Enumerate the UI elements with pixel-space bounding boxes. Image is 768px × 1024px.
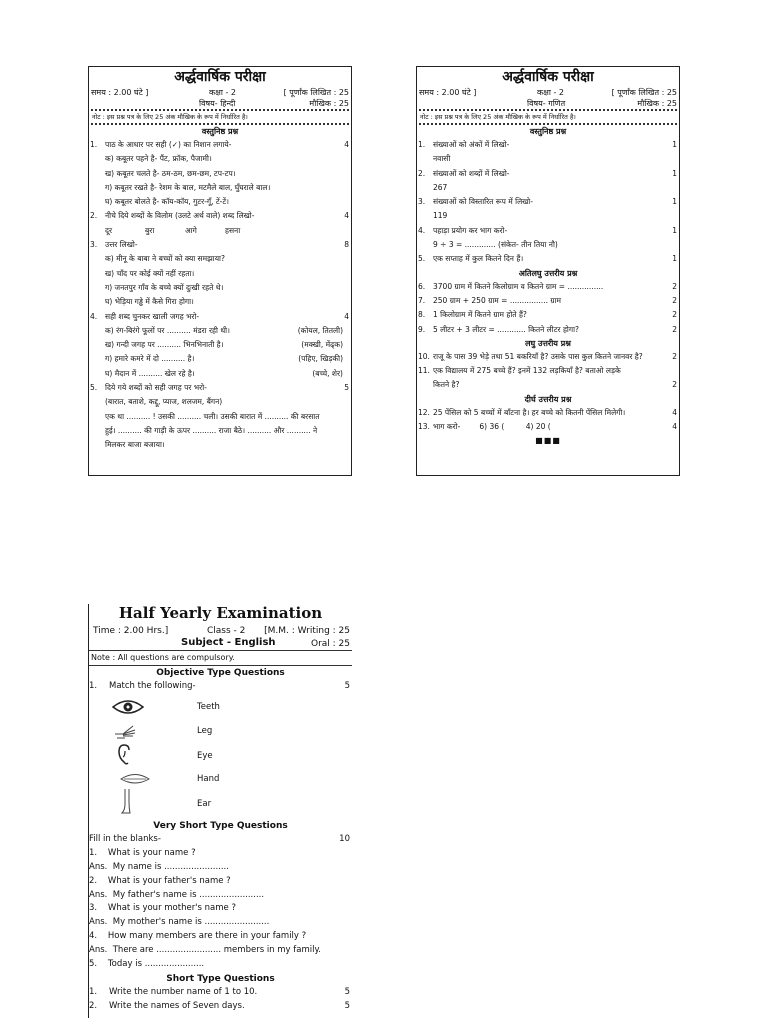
antonym-words: दूर बुरा आगे हसना: [105, 225, 241, 235]
passage-line: एक था .......... ! उसकी .......... चली। उसकी बारात में .......... की बरसात: [105, 411, 320, 421]
paper-title: Half Yearly Examination: [118, 604, 323, 622]
match-word: Teeth: [197, 701, 220, 712]
match-word: Ear: [197, 798, 212, 809]
class-label: कक्षा - 2: [537, 88, 565, 97]
section-heading: दीर्घ उत्तरीय प्रश्न: [524, 394, 572, 404]
subject-label: विषय- गणित: [527, 99, 566, 108]
oral-marks-label: मौखिक : 25: [309, 99, 349, 108]
fill-line: ग) हमारे कमरे में दो .......... है। (पहिए, खिड़की): [105, 354, 343, 364]
time-label: Time : 2.00 Hrs.]: [93, 626, 169, 636]
question-5: 5. दिये गये शब्दों को सही जगह पर भरो- 5: [90, 383, 349, 393]
option-line: ग) जनतपुर गाँव के बच्चे क्यों दुःखी रहते थे।: [105, 282, 224, 292]
end-mark: ■■■: [535, 436, 561, 446]
option-line: ख) कबूतर चलते है- ठम-ठम, छम-छम, टप-टप।: [105, 168, 236, 178]
qa-line: 3. What is your mother's name ?: [89, 903, 236, 914]
oral-marks-label: Oral : 25: [310, 639, 350, 649]
match-word: Eye: [197, 750, 213, 761]
question-10: 10. राजू के पास 39 भेड़े तथा 51 बकरियाँ है? उसके पास कुल कितने जानवर है? 2: [418, 351, 677, 361]
maths-question-paper: [416, 66, 680, 476]
match-the-following: [89, 694, 352, 819]
qa-line: Ans. There are ........................ members in my family.: [89, 945, 322, 956]
question-7: 7. 250 ग्राम + 250 ग्राम = ................ ग्राम 2: [418, 295, 677, 305]
section-heading: लघु उत्तरीय प्रश्न: [525, 338, 571, 348]
question-11: 11. एक विद्यालय में 275 बच्चे हैं? इनमें 132 लड़कियाँ है? बताओ लड़के: [418, 366, 621, 376]
paper-title: अर्द्धवार्षिक परीक्षा: [502, 69, 594, 85]
written-marks-label: [ पूर्णांक लिखित : 25: [283, 88, 349, 97]
hindi-question-paper: [88, 66, 352, 476]
question-3: 3. उत्तर लिखो- 8: [90, 240, 349, 250]
time-label: समय : 2.00 घंटे ]: [91, 88, 149, 97]
question-1: 1. पाठ के आधार पर सही (✓) का निशान लगाये- 4: [90, 140, 349, 149]
question-item: 267: [433, 182, 448, 192]
written-marks-label: [ पूर्णांक लिखित : 25: [611, 88, 677, 97]
subject-label: विषय- हिन्दी: [199, 99, 236, 108]
qa-line: 4. How many members are there in your family ?: [89, 931, 307, 942]
time-label: समय : 2.00 घंटे ]: [419, 88, 477, 97]
paper-header: [89, 622, 352, 650]
question-item: 119: [433, 211, 448, 221]
note: नोट : इस प्रश्न पत्र के लिए 25 अंक मौखिक के रूप में निर्धारित है।: [420, 113, 576, 121]
leg-icon: [119, 788, 135, 816]
match-word: Hand: [197, 773, 220, 784]
question-item: नवासी: [433, 154, 451, 164]
section-heading: वस्तुनिष्ठ प्रश्न: [201, 127, 239, 136]
fill-line: ख) गन्दी जगह पर .......... भिनभिनाती है। (मक्खी, मेंढ्क): [105, 340, 343, 350]
written-marks-label: [M.M. : Writing : 25: [264, 626, 350, 636]
question-9: 9. 5 लीटर + 3 लीटर = ............ कितने लीटर होगा? 2: [418, 324, 677, 334]
question-3: 3. संख्याओं को विस्तारित रूप में लिखो- 1: [418, 197, 677, 207]
passage-line: हुई। .......... की गाड़ी के ऊपर .......... राजा बैठे। .......... और .......... ने: [105, 425, 318, 435]
question-13: 13. भाग करो- 6) 36 ( 4) 20 ( 4: [418, 422, 677, 432]
passage-line: मिलकर बाजा बजाया।: [105, 440, 165, 450]
paper-header: [89, 85, 351, 109]
section-heading: Objective Type Questions: [156, 668, 285, 678]
mouth-icon: [119, 772, 151, 786]
option-line: घ) भेड़िया गड्ढे में कैसे गिरा होगा।: [105, 297, 194, 307]
question-6: 6. 3700 ग्राम में कितने किलोग्राम व कितने ग्राम = ............... 2: [418, 281, 677, 291]
word-bank: (बारात, बताशे, कद्दू, प्याज, शलजम, बैंगन): [105, 397, 223, 407]
question-8: 8. 1 किलोग्राम में कितने ग्राम होते हैं? 2: [418, 310, 677, 320]
note: नोट : इस प्रश्न पत्र के लिए 25 अंक मौखिक के रूप में निर्धारित है।: [92, 113, 248, 121]
class-label: Class - 2: [207, 626, 246, 636]
question-item: 9 ÷ 3 = ............. (संकेत- तीन तिया नौ): [433, 240, 558, 250]
qa-line: 1. What is your name ?: [89, 847, 196, 858]
short-question-1: 1. Write the number name of 1 to 10. 5: [89, 986, 350, 997]
paper-title: अर्द्धवार्षिक परीक्षा: [174, 69, 266, 85]
section-heading: वस्तुनिष्ठ प्रश्न: [529, 127, 567, 136]
class-label: कक्षा - 2: [209, 88, 237, 97]
oral-marks-label: मौखिक : 25: [637, 99, 677, 108]
paper-header: [417, 85, 679, 109]
fill-line: क) रंग-बिरंगे फूलों पर .......... मंडरा रही थी। (कोयल, तितली): [105, 325, 343, 335]
question-2: 2. नीचे दिये शब्दों के विलोम (उलटे अर्थ वाले) शब्द लिखो- 4: [90, 211, 349, 221]
qa-line: 5. Today is ......................: [89, 959, 205, 970]
match-word: Leg: [197, 725, 213, 736]
subject-label: Subject - English: [181, 637, 276, 648]
question-11-continued: कितने है? 2: [433, 380, 677, 390]
qa-line: 2. What is your father's name ?: [89, 875, 231, 886]
question-4: 4. सही शब्द चुनकर खाली जगह भरो- 4: [90, 311, 349, 321]
qa-line: Ans. My father's name is ........................: [89, 889, 265, 900]
question-1: 1. Match the following- 5: [89, 681, 350, 691]
fill-in-the-blanks: Fill in the blanks- 10: [89, 833, 350, 844]
question-12: 12. 25 पेंसिल को 5 बच्चों में बाँटना है। हर बच्चे को कितनी पेंसिल मिलेगी। 4: [418, 407, 677, 417]
option-line: घ) कबूतर बोलते है- कॉय-कॉय, गुटर-गूँ, टें-टें।: [105, 197, 230, 207]
english-question-paper: [88, 604, 352, 1018]
question-4: 4. पहाड़ा प्रयोग कर भाग करो- 1: [418, 225, 677, 235]
short-question-2: 2. Write the names of Seven days. 5: [89, 1000, 350, 1011]
option-line: क) मीनू के बाबा ने बच्चों को क्या समझाया?: [105, 254, 225, 264]
note: Note : All questions are compulsory.: [89, 650, 352, 666]
option-line: क) कबूतर पहने है- पैंट, फ्रॉक, पैजामी।: [105, 154, 212, 164]
question-1: 1. संख्याओं को अंकों में लिखो- 1: [418, 140, 677, 149]
option-line: ख) चाँद पर कोई क्यों नहीं रहता।: [105, 268, 195, 278]
section-heading: Short Type Questions: [166, 973, 275, 984]
question-5: 5. एक सप्ताह में कुल कितने दिन हैं। 1: [418, 254, 677, 264]
qa-line: Ans. My name is ........................: [89, 861, 229, 872]
section-heading: अतिलघु उत्तरीय प्रश्न: [518, 268, 578, 278]
hand-icon: [113, 722, 139, 740]
ear-icon: [117, 744, 133, 766]
option-line: ग) कबूतर रखते है- रेशम के बाल, मटमैले बाल, घुँघराले बाल।: [105, 182, 271, 192]
section-heading: Very Short Type Questions: [153, 820, 288, 831]
eye-icon: [111, 698, 145, 716]
qa-line: Ans. My mother's name is ........................: [89, 917, 270, 928]
question-2: 2. संख्याओं को शब्दों में लिखो- 1: [418, 168, 677, 178]
fill-line: घ) मैदान में .......... खेल रहे है। (बच्चे, शेर): [105, 368, 343, 378]
